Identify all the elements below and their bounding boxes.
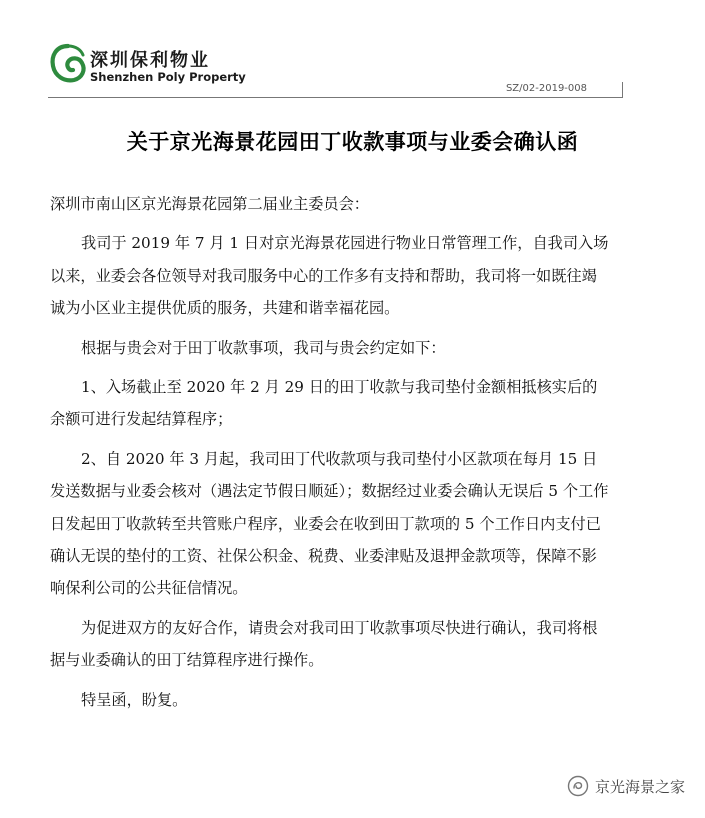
paragraph-agreement: 根据与贵会对于田丁收款事项，我司与贵会约定如下： (81, 338, 446, 357)
wechat-official-account-icon (567, 775, 589, 797)
header-rule-end (592, 82, 623, 97)
company-name-en: Shenzhen Poly Property (90, 70, 246, 84)
paragraph-item-1: 1、入场截止至 2020 年 2 月 29 日的田丁收款与我司垫付金额相抵核实后的余额可进行发起结算程序； (50, 378, 598, 429)
header-rule (48, 97, 623, 98)
letter-body (50, 188, 610, 723)
letter-title: 关于京光海景花园田丁收款事项与业委会确认函 (126, 129, 579, 154)
salutation: 深圳市南山区京光海景花园第二届业主委员会： (50, 195, 369, 213)
company-name-cn: 深圳保利物业 (90, 50, 210, 71)
letterhead (0, 0, 705, 105)
watermark (567, 775, 685, 797)
document-number: SZ/02-2019-008 (505, 83, 587, 94)
watermark-text: 京光海景之家 (594, 777, 685, 796)
paragraph-intro: 我司于 2019 年 7 月 1 日对京光海景花园进行物业日常管理工作，自我司入场以来，业委会各位领导对我司服务中心的工作多有支持和帮助，我司将一如既往竭诚为小区业主提供优质的服务，共建和谐幸福花园。 (50, 234, 609, 318)
poly-swirl-logo-icon (48, 42, 88, 86)
paragraph-request: 为促进双方的友好合作，请贵会对我司田丁收款事项尽快进行确认，我司将根据与业委确认的田丁结算程序进行操作。 (50, 618, 598, 670)
paragraph-closing: 特呈函，盼复。 (81, 690, 188, 709)
paragraph-item-2: 2、自 2020 年 3 月起，我司田丁代收款项与我司垫付小区款项在每月 15 日发送数据与业委会核对（遇法定节假日顺延）；数据经过业委会确认无误后 5 个工作日发起田丁收款转至共管账户程序，业委会在收到田丁款项的 5 个工作日内支付已确认无误的垫付的工资、社保公积金、税费、业委津贴及退押金款项等，保障不影响保利公司的公共征信情况。 (50, 449, 609, 598)
